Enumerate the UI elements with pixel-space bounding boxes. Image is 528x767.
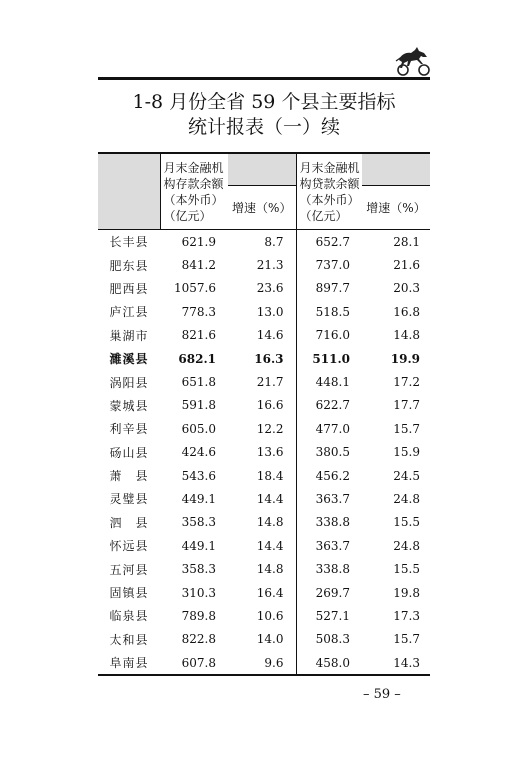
table-row: [98, 534, 430, 557]
title-line-1: 1-8 月份全省 59 个县主要指标: [132, 91, 396, 113]
deposit-growth-value: 9.6: [228, 651, 296, 675]
horse-logo-icon: [393, 44, 433, 76]
deposit-value: 358.3: [181, 562, 216, 577]
county-name: 灵璧县: [109, 492, 149, 507]
loan-growth-value: 15.5: [393, 515, 420, 530]
loan-growth-value: 19.9: [390, 351, 420, 366]
deposit-value: 789.8: [181, 608, 216, 623]
deposit-growth-value: 8.7: [264, 234, 284, 249]
county-stats-table: [98, 152, 430, 676]
loan-growth-value: 28.1: [393, 234, 420, 249]
table-row: [98, 604, 430, 627]
header-deposit-growth-top: [228, 153, 296, 186]
loan-growth-value: 17.2: [393, 375, 420, 390]
county-name: 砀山县: [109, 445, 149, 460]
table-row: [98, 277, 430, 300]
loan-value: 269.7: [296, 581, 362, 604]
deposit-value: 822.8: [181, 632, 216, 647]
loan-growth-value: 24.8: [393, 538, 420, 553]
table-row: [98, 651, 430, 675]
table-row: [98, 628, 430, 651]
deposit-value: 591.8: [181, 398, 216, 413]
loan-value: 380.5: [296, 441, 362, 464]
county-name: 泗 县: [109, 515, 149, 530]
loan-value: 477.0: [296, 417, 362, 440]
loan-growth-value: 15.7: [393, 632, 420, 647]
loan-value: 527.1: [296, 604, 362, 627]
deposit-value: 778.3: [181, 304, 216, 319]
deposit-growth-value: 16.6: [256, 398, 284, 413]
deposit-value: 424.6: [181, 445, 216, 460]
deposit-value: 651.8: [181, 375, 216, 390]
deposit-growth-value: 16.3: [254, 351, 284, 366]
county-name: 濉溪县: [109, 352, 149, 367]
deposit-value: 682.1: [178, 351, 216, 366]
deposit-value: 1057.6: [174, 281, 216, 296]
header-loan: 月末金融机 构贷款余额 （本外币） （亿元）: [296, 153, 362, 230]
loan-value: 897.7: [296, 277, 362, 300]
loan-growth-value: 16.8: [393, 304, 420, 319]
county-name: 庐江县: [109, 305, 149, 320]
deposit-value: 607.8: [160, 651, 228, 675]
county-name: 太和县: [109, 632, 149, 647]
county-name: 阜南县: [98, 651, 160, 675]
deposit-growth-value: 13.6: [256, 445, 284, 460]
loan-growth-value: 17.7: [393, 398, 420, 413]
table-row: [98, 557, 430, 580]
table-row: [98, 300, 430, 323]
county-name: 临泉县: [109, 609, 149, 624]
table-row: [98, 230, 430, 254]
deposit-growth-value: 21.3: [256, 258, 284, 273]
deposit-value: 358.3: [181, 515, 216, 530]
table-row: [98, 581, 430, 604]
table-row: [98, 347, 430, 370]
deposit-value: 821.6: [181, 328, 216, 343]
deposit-growth-value: 18.4: [256, 468, 284, 483]
deposit-value: 621.9: [181, 234, 216, 249]
loan-growth-value: 15.9: [393, 445, 420, 460]
table-row: [98, 394, 430, 417]
loan-value: 363.7: [296, 534, 362, 557]
county-name: 肥东县: [109, 258, 149, 273]
loan-value: 458.0: [296, 651, 362, 675]
table-row: [98, 253, 430, 276]
loan-growth-value: 15.5: [393, 562, 420, 577]
deposit-value: 841.2: [181, 258, 216, 273]
deposit-growth-value: 14.4: [256, 491, 284, 506]
deposit-value: 605.0: [181, 421, 216, 436]
loan-value: 652.7: [296, 230, 362, 254]
loan-growth-value: 20.3: [393, 281, 420, 296]
table-row: [98, 511, 430, 534]
deposit-value: 543.6: [181, 468, 216, 483]
deposit-value: 449.1: [181, 538, 216, 553]
county-name: 固镇县: [109, 586, 149, 601]
loan-value: 716.0: [296, 324, 362, 347]
table-row: [98, 370, 430, 393]
loan-value: 338.8: [296, 511, 362, 534]
county-name: 肥西县: [109, 281, 149, 296]
deposit-growth-value: 14.8: [256, 562, 284, 577]
loan-value: 622.7: [296, 394, 362, 417]
table-row: [98, 487, 430, 510]
header-deposit: 月末金融机 构存款余额 （本外币） （亿元）: [160, 153, 228, 230]
table-row: [98, 417, 430, 440]
loan-growth-value: 24.5: [393, 468, 420, 483]
loan-value: 338.8: [296, 557, 362, 580]
deposit-growth-value: 10.6: [256, 608, 284, 623]
deposit-growth-value: 16.4: [256, 585, 284, 600]
deposit-growth-value: 14.0: [256, 632, 284, 647]
deposit-value: 449.1: [181, 491, 216, 506]
loan-growth-value: 24.8: [393, 491, 420, 506]
county-name: 怀远县: [109, 539, 149, 554]
header-county: [98, 153, 160, 230]
page-title: [98, 90, 430, 140]
loan-value: 518.5: [296, 300, 362, 323]
county-name: 蒙城县: [109, 398, 149, 413]
county-name: 涡阳县: [109, 375, 149, 390]
page-number: – 59 –: [363, 687, 401, 702]
loan-value: 508.3: [296, 628, 362, 651]
deposit-growth-value: 14.8: [256, 515, 284, 530]
loan-growth-value: 15.7: [393, 421, 420, 436]
loan-growth-value: 14.8: [393, 328, 420, 343]
table-row: [98, 324, 430, 347]
table-row: [98, 464, 430, 487]
county-name: 萧 县: [109, 469, 149, 484]
deposit-growth-value: 12.2: [256, 421, 284, 436]
loan-growth-value: 17.3: [393, 608, 420, 623]
county-name: 长丰县: [109, 235, 149, 250]
deposit-growth-value: 13.0: [256, 304, 284, 319]
title-line-2: 统计报表（一）续: [187, 116, 340, 138]
header-deposit-growth: 增速（%）: [228, 186, 296, 230]
loan-growth-value: 19.8: [393, 585, 420, 600]
deposit-value: 310.3: [181, 585, 216, 600]
deposit-growth-value: 23.6: [256, 281, 284, 296]
table-row: [98, 441, 430, 464]
header-rule: [98, 77, 430, 80]
deposit-growth-value: 14.6: [256, 328, 284, 343]
deposit-growth-value: 21.7: [256, 375, 284, 390]
county-name: 巢湖市: [109, 328, 149, 343]
loan-value: 448.1: [296, 370, 362, 393]
loan-value: 511.0: [296, 347, 362, 370]
loan-value: 456.2: [296, 464, 362, 487]
county-name: 五河县: [109, 562, 149, 577]
loan-growth-value: 21.6: [393, 258, 420, 273]
county-name: 利辛县: [109, 422, 149, 437]
header-loan-growth-top: [362, 153, 430, 186]
deposit-growth-value: 14.4: [256, 538, 284, 553]
header-loan-growth: 增速（%）: [362, 186, 430, 230]
loan-value: 737.0: [296, 253, 362, 276]
loan-value: 363.7: [296, 487, 362, 510]
loan-growth-value: 14.3: [362, 651, 430, 675]
